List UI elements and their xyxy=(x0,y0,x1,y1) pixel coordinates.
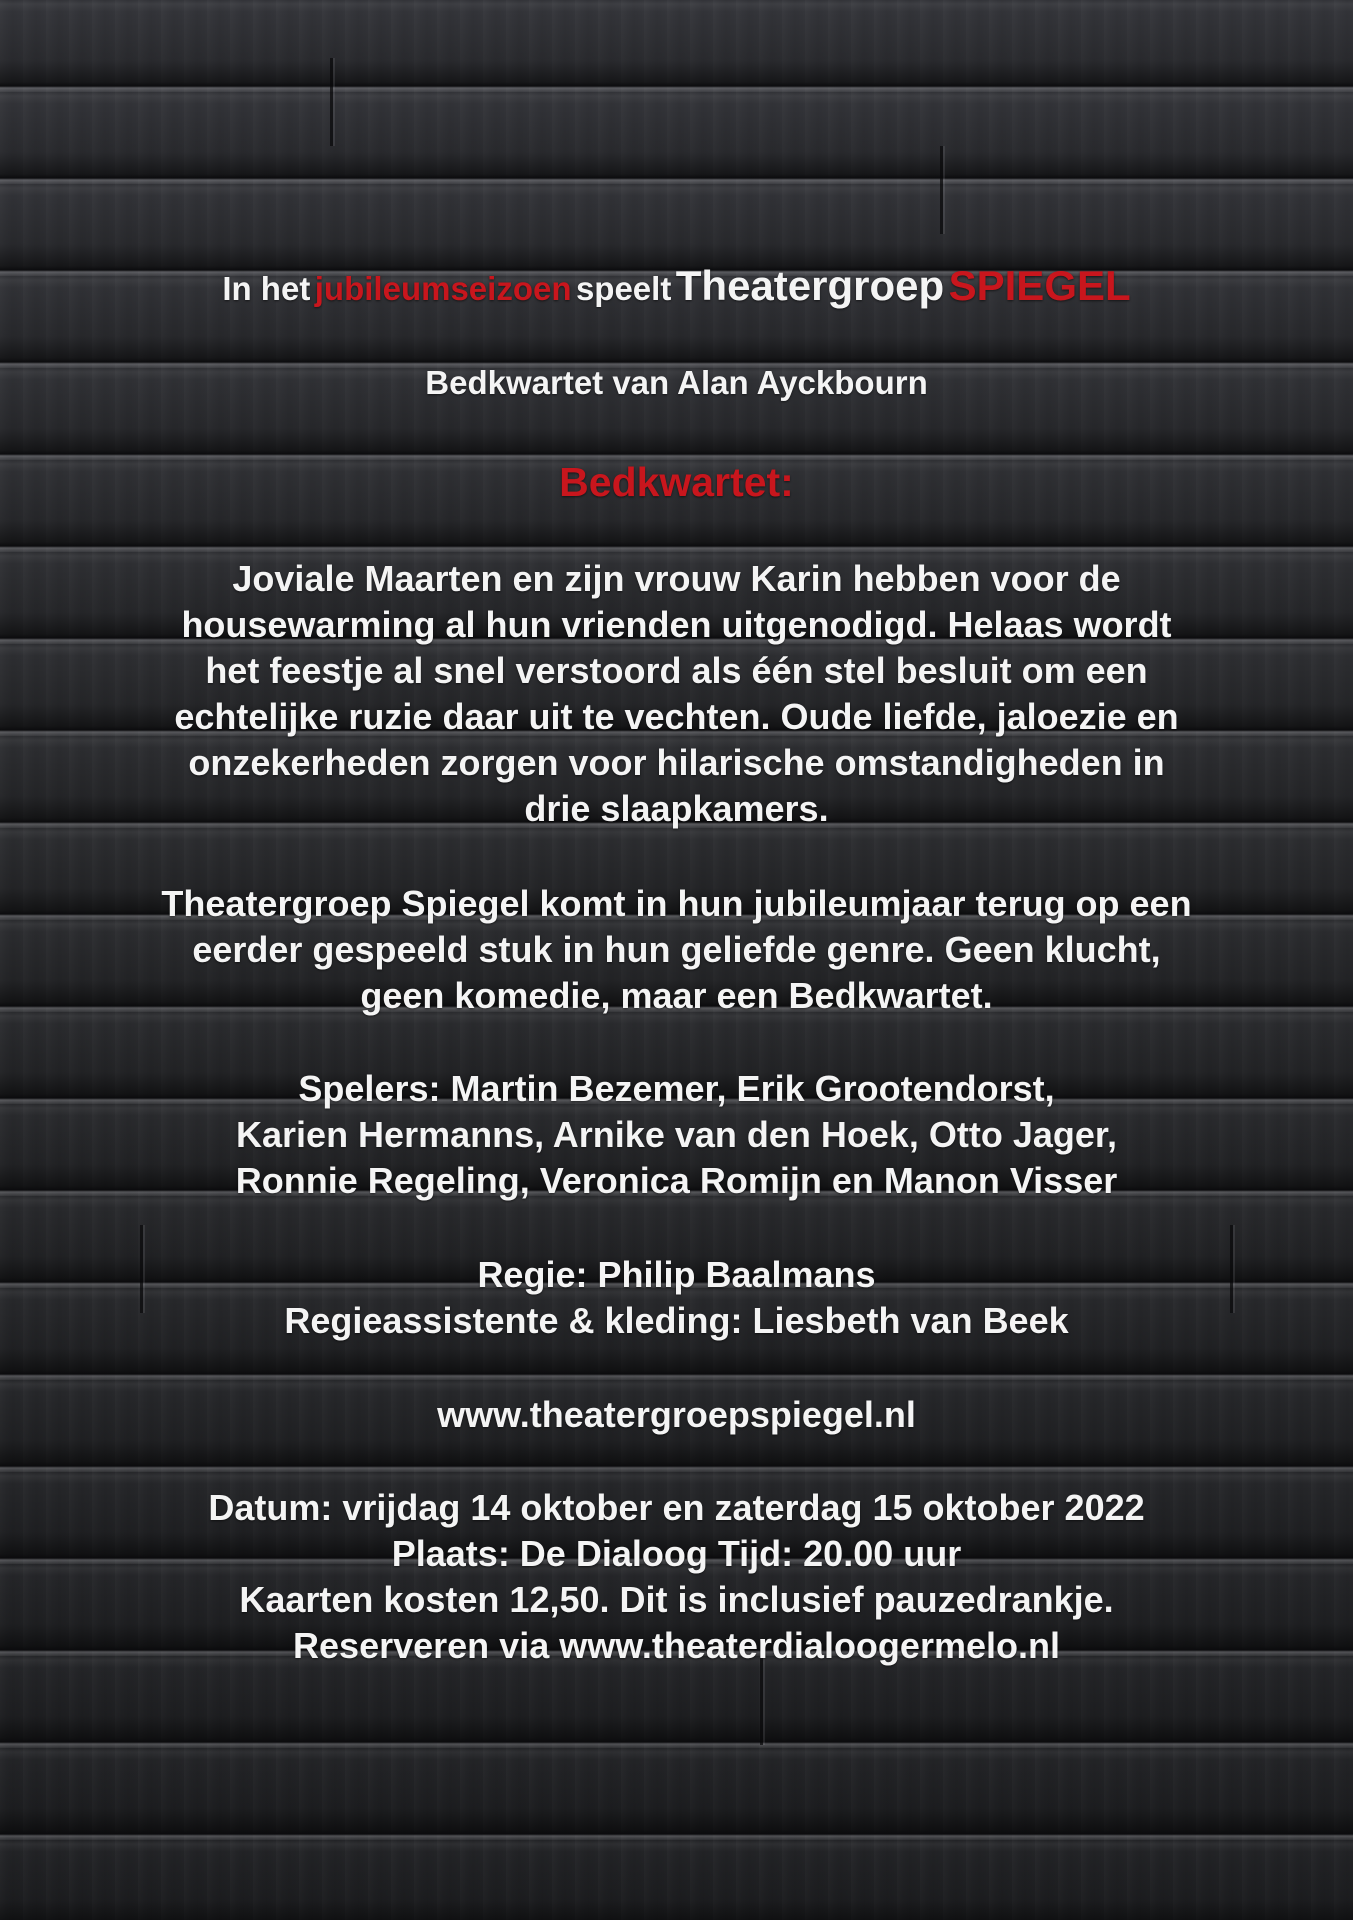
director-line: Regie: Philip Baalmans xyxy=(477,1254,876,1295)
about-line: geen komedie, maar een Bedkwartet. xyxy=(360,975,993,1016)
event-location-time: Plaats: De Dialoog Tijd: 20.00 uur xyxy=(391,1533,962,1574)
headline-spiegel: SPIEGEL xyxy=(948,262,1131,309)
players-line: Karien Hermanns, Arnike van den Hoek, Otto Jager, xyxy=(236,1114,1117,1155)
headline xyxy=(0,262,1353,310)
event-tickets: Kaarten kosten 12,50. Dit is inclusief pauzedrankje. xyxy=(239,1579,1114,1620)
description-line: onzekerheden zorgen voor hilarische omstandigheden in xyxy=(188,742,1165,783)
about-line: Theatergroep Spiegel komt in hun jubileumjaar terug op een xyxy=(161,883,1192,924)
players-line: Ronnie Regeling, Veronica Romijn en Manon Visser xyxy=(235,1160,1118,1201)
description-line: Joviale Maarten en zijn vrouw Karin hebben voor de xyxy=(232,558,1121,599)
plank-joint xyxy=(330,58,333,146)
description-line: het feestje al snel verstoord als één stel besluit om een xyxy=(205,650,1148,691)
headline-in-het: In het xyxy=(222,270,311,307)
description-line: drie slaapkamers. xyxy=(524,788,829,829)
subtitle: Bedkwartet van Alan Ayckbourn xyxy=(425,364,928,401)
about-line: eerder gespeeld stuk in hun geliefde genre. Geen klucht, xyxy=(192,929,1161,970)
section-title: Bedkwartet: xyxy=(559,459,794,505)
website-link[interactable]: www.theatergroepspiegel.nl xyxy=(437,1394,916,1435)
players-line: Spelers: Martin Bezemer, Erik Grootendorst, xyxy=(298,1068,1055,1109)
description-line: echtelijke ruzie daar uit te vechten. Oude liefde, jaloezie en xyxy=(174,696,1179,737)
description-line: housewarming al hun vrienden uitgenodigd. Helaas wordt xyxy=(181,604,1172,645)
plank-joint xyxy=(760,1657,763,1745)
event-reservation[interactable]: Reserveren via www.theaterdialoogermelo.nl xyxy=(293,1625,1060,1666)
headline-theatergroep: Theatergroep xyxy=(675,262,945,309)
plank-joint xyxy=(940,146,943,234)
assistant-line: Regieassistente & kleding: Liesbeth van Beek xyxy=(284,1300,1069,1341)
event-date: Datum: vrijdag 14 oktober en zaterdag 15 oktober 2022 xyxy=(208,1487,1145,1528)
headline-speelt: speelt xyxy=(575,270,672,307)
headline-jubileumseizoen: jubileumseizoen xyxy=(314,270,572,307)
